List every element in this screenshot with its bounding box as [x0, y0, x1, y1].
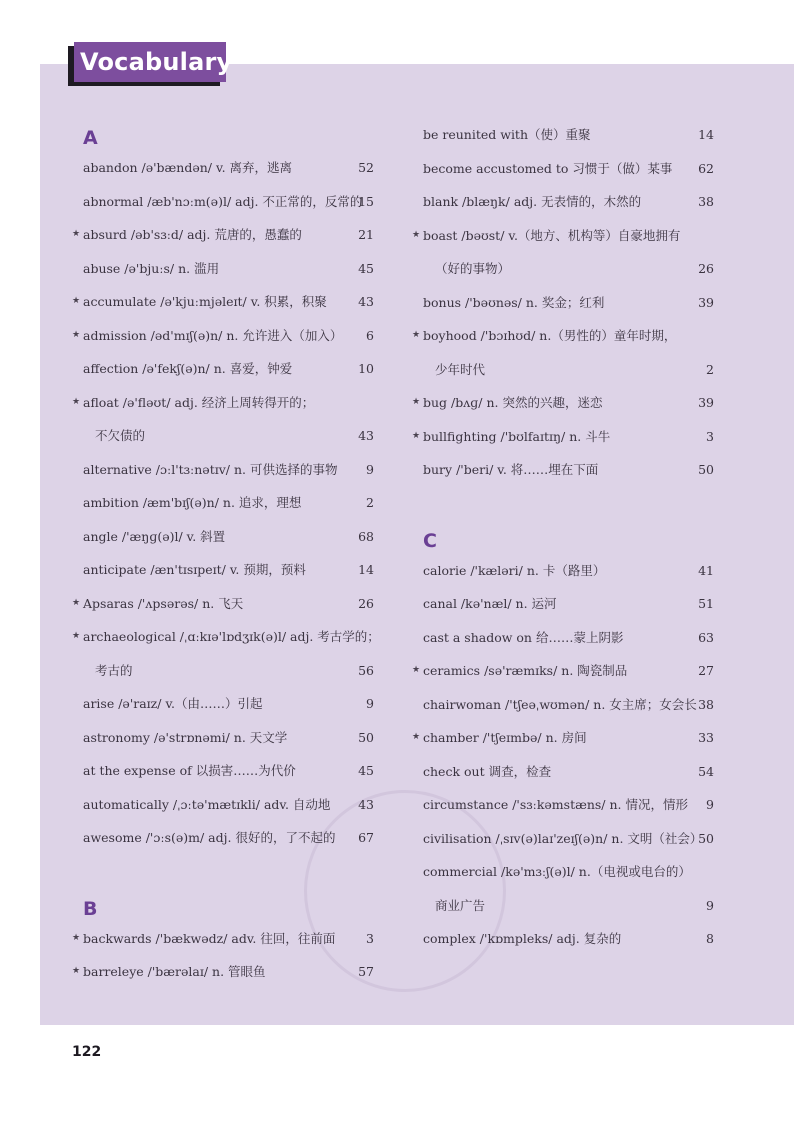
vocabulary-entry-continuation	[72, 419, 378, 453]
star-icon: ★	[72, 296, 81, 306]
vocabulary-entry	[412, 721, 718, 755]
vocabulary-entry	[72, 687, 378, 721]
entry-text: blank /blæŋk/ adj. 无表情的，木然的	[423, 194, 642, 209]
right-column	[412, 118, 718, 956]
entry-page-number: 54	[698, 763, 714, 779]
entry-text: boast /bəʊst/ v.（地方、机构等）自豪地拥有	[423, 227, 681, 243]
vocabulary-entry	[412, 654, 718, 688]
entry-page-number: 67	[358, 830, 374, 845]
vocabulary-entry	[412, 386, 718, 420]
star-icon: ★	[412, 732, 421, 742]
entry-text: barreleye /'bærəlaɪ/ n. 管眼鱼	[83, 964, 266, 979]
entry-text: alternative /ɔːl'tɜːnətɪv/ n. 可供选择的事物	[83, 461, 338, 477]
entry-text: chairwoman /'tʃeəˌwʊmən/ n. 女主席；女会长	[423, 696, 697, 712]
entry-page-number: 8	[706, 931, 714, 946]
entry-page-number: 9	[706, 897, 714, 913]
page-number: 122	[72, 1044, 102, 1060]
entry-text: ceramics /sə'ræmɪks/ n. 陶瓷制品	[423, 663, 628, 678]
entry-page-number: 68	[358, 528, 374, 544]
entry-text: anticipate /æn'tɪsɪpeɪt/ v. 预期，预料	[83, 562, 306, 577]
entry-page-number: 26	[698, 261, 714, 276]
vocabulary-entry	[72, 587, 378, 621]
vocabulary-entry	[412, 319, 718, 353]
entry-text: accumulate /ə'kjuːmjəleɪt/ v. 积累，积聚	[83, 294, 327, 309]
entry-page-number: 38	[698, 194, 714, 209]
vocabulary-entry	[412, 219, 718, 253]
entry-text: chamber /'tʃeɪmbə/ n. 房间	[423, 730, 587, 745]
star-icon: ★	[72, 631, 81, 641]
vocabulary-entry	[412, 922, 718, 956]
vocabulary-entry	[72, 151, 378, 185]
vocabulary-entry	[72, 285, 378, 319]
vocabulary-entry	[72, 620, 378, 654]
entry-page-number: 21	[358, 227, 374, 242]
star-icon: ★	[412, 430, 421, 441]
entry-page-number: 38	[698, 696, 714, 712]
vocabulary-entry	[412, 152, 718, 186]
entry-text: abuse /ə'bjuːs/ n. 滥用	[83, 260, 220, 276]
star-icon: ★	[412, 229, 421, 240]
entry-page-number: 56	[358, 662, 374, 678]
vocabulary-entry	[72, 252, 378, 286]
entry-page-number: 3	[706, 428, 714, 444]
entry-text: at the expense of 以损害……为代价	[83, 763, 296, 778]
entry-text: circumstance /'sɜːkəmstæns/ n. 情况，情形	[423, 797, 688, 812]
section-letter: C	[423, 529, 437, 552]
page-title: Vocabulary	[74, 42, 226, 82]
vocabulary-entry	[72, 218, 378, 252]
entry-text: boyhood /'bɔɪhʊd/ n.（男性的）童年时期，	[423, 328, 677, 343]
vocabulary-entry	[412, 185, 718, 219]
entry-page-number: 3	[366, 930, 374, 946]
vocabulary-entry	[72, 386, 378, 420]
vocabulary-entry	[72, 955, 378, 989]
vocabulary-entry	[412, 118, 718, 152]
vocabulary-entry	[412, 453, 718, 487]
vocabulary-entry	[412, 788, 718, 822]
entry-page-number: 9	[366, 696, 374, 711]
entry-text: 商业广告	[435, 897, 486, 913]
vocabulary-entry-continuation	[412, 353, 718, 387]
vocabulary-entry-continuation	[412, 252, 718, 286]
entry-text: （好的事物）	[435, 261, 511, 276]
star-icon: ★	[72, 396, 81, 407]
entry-text: 考古的	[95, 662, 133, 678]
entry-page-number: 33	[698, 730, 714, 745]
vocabulary-entry	[72, 788, 378, 822]
entry-text: bullfighting /'bʊlfaɪtɪŋ/ n. 斗牛	[423, 428, 611, 444]
vocabulary-entry	[72, 453, 378, 487]
vocabulary-entry-continuation	[72, 654, 378, 688]
entry-text: bonus /'bəʊnəs/ n. 奖金；红利	[423, 294, 605, 310]
entry-page-number: 45	[358, 763, 374, 778]
entry-text: canal /kə'næl/ n. 运河	[423, 596, 557, 611]
entry-text: 不欠债的	[95, 428, 146, 443]
entry-page-number: 10	[358, 361, 374, 376]
vocabulary-entry	[72, 721, 378, 755]
entry-page-number: 15	[358, 193, 374, 209]
entry-page-number: 14	[698, 127, 714, 142]
entry-page-number: 27	[698, 663, 714, 678]
entry-page-number: 62	[698, 160, 714, 176]
star-icon: ★	[72, 966, 81, 976]
entry-text: bug /bʌɡ/ n. 突然的兴趣，迷恋	[423, 395, 603, 410]
vocabulary-entry	[72, 352, 378, 386]
star-icon: ★	[72, 932, 81, 943]
vocabulary-entry	[412, 420, 718, 454]
entry-text: automatically /ˌɔːtə'mætɪkli/ adv. 自动地	[83, 796, 331, 812]
star-icon: ★	[72, 229, 81, 239]
entry-text: admission /əd'mɪʃ(ə)n/ n. 允许进入（加入）	[83, 327, 343, 343]
entry-page-number: 50	[698, 830, 714, 846]
entry-text: awesome /'ɔːs(ə)m/ adj. 很好的，了不起的	[83, 830, 336, 845]
star-icon: ★	[412, 397, 421, 407]
vocabulary-entry	[72, 486, 378, 520]
left-column	[72, 118, 378, 989]
entry-text: 少年时代	[435, 361, 486, 377]
entry-page-number: 43	[358, 294, 374, 309]
vocabulary-entry	[72, 185, 378, 219]
section-gap	[72, 855, 378, 889]
entry-text: arise /ə'raɪz/ v.（由……）引起	[83, 696, 263, 711]
entry-text: Apsaras /'ʌpsərəs/ n. 飞天	[83, 595, 244, 611]
star-icon: ★	[412, 330, 421, 340]
star-icon: ★	[72, 597, 81, 608]
star-icon: ★	[412, 665, 421, 675]
entry-text: angle /'æŋɡ(ə)l/ v. 斜置	[83, 528, 226, 544]
entry-text: check out 调查，检查	[423, 763, 552, 779]
entry-page-number: 39	[698, 294, 714, 310]
entry-text: afloat /ə'fləʊt/ adj. 经济上周转得开的；	[83, 394, 315, 410]
entry-text: affection /ə'fekʃ(ə)n/ n. 喜爱，钟爱	[83, 361, 293, 376]
entry-text: backwards /'bækwədz/ adv. 往回，往前面	[83, 930, 336, 946]
entry-text: be reunited with（使）重聚	[423, 127, 591, 142]
entry-text: ambition /æm'bɪʃ(ə)n/ n. 追求，理想	[83, 495, 302, 510]
vocabulary-entry	[412, 554, 718, 588]
vocabulary-entry	[412, 621, 718, 655]
vocabulary-entry	[72, 553, 378, 587]
vocabulary-entry-continuation	[412, 889, 718, 923]
section-letter: B	[83, 897, 98, 920]
vocabulary-entry	[412, 688, 718, 722]
entry-text: commercial /kə'mɜːʃ(ə)l/ n.（电视或电台的）	[423, 864, 691, 879]
entry-page-number: 6	[366, 327, 374, 343]
entry-page-number: 9	[366, 461, 374, 477]
star-icon: ★	[72, 329, 81, 340]
entry-text: civilisation /ˌsɪv(ə)laɪ'zeɪʃ(ə)n/ n. 文明（社会）	[423, 830, 703, 846]
vocabulary-entry	[412, 822, 718, 856]
section-letter: A	[83, 127, 98, 149]
entry-text: abnormal /æb'nɔːm(ə)l/ adj. 不正常的，反常的	[83, 193, 363, 209]
entry-text: bury /'beri/ v. 将……埋在下面	[423, 462, 599, 477]
entry-text: astronomy /ə'strɒnəmi/ n. 天文学	[83, 729, 288, 745]
entry-page-number: 50	[358, 729, 374, 745]
entry-page-number: 43	[358, 796, 374, 812]
entry-page-number: 26	[358, 595, 374, 611]
entry-text: become accustomed to 习惯于（做）某事	[423, 160, 673, 176]
entry-page-number: 2	[366, 495, 374, 510]
entry-text: cast a shadow on 给……蒙上阴影	[423, 629, 624, 645]
entry-text: calorie /'kæləri/ n. 卡（路里）	[423, 562, 606, 578]
entry-text: abandon /ə'bændən/ v. 离弃，逃离	[83, 160, 293, 175]
entry-page-number: 51	[698, 596, 714, 611]
section-gap	[412, 487, 718, 521]
entry-text: complex /'kɒmpleks/ adj. 复杂的	[423, 931, 622, 946]
entry-page-number: 39	[698, 395, 714, 410]
entry-page-number: 57	[358, 964, 374, 979]
vocabulary-entry	[72, 319, 378, 353]
entry-page-number: 45	[358, 260, 374, 276]
vocabulary-entry	[72, 520, 378, 554]
vocabulary-entry	[72, 922, 378, 956]
entry-page-number: 9	[706, 797, 714, 812]
vocabulary-entry	[412, 286, 718, 320]
vocabulary-entry	[72, 754, 378, 788]
vocabulary-entry	[412, 855, 718, 889]
vocabulary-entry	[412, 587, 718, 621]
entry-page-number: 2	[706, 361, 714, 377]
entry-page-number: 52	[358, 160, 374, 175]
vocabulary-entry	[412, 755, 718, 789]
vocabulary-entry	[72, 821, 378, 855]
entry-page-number: 14	[358, 562, 374, 577]
entry-text: archaeological /ˌɑːkɪə'lɒdʒɪk(ə)l/ adj. 考古学的；	[83, 629, 380, 644]
entry-text: absurd /əb'sɜːd/ adj. 荒唐的，愚蠢的	[83, 227, 302, 242]
entry-page-number: 50	[698, 462, 714, 477]
entry-page-number: 43	[358, 428, 374, 443]
entry-page-number: 63	[698, 629, 714, 645]
entry-page-number: 41	[698, 562, 714, 578]
